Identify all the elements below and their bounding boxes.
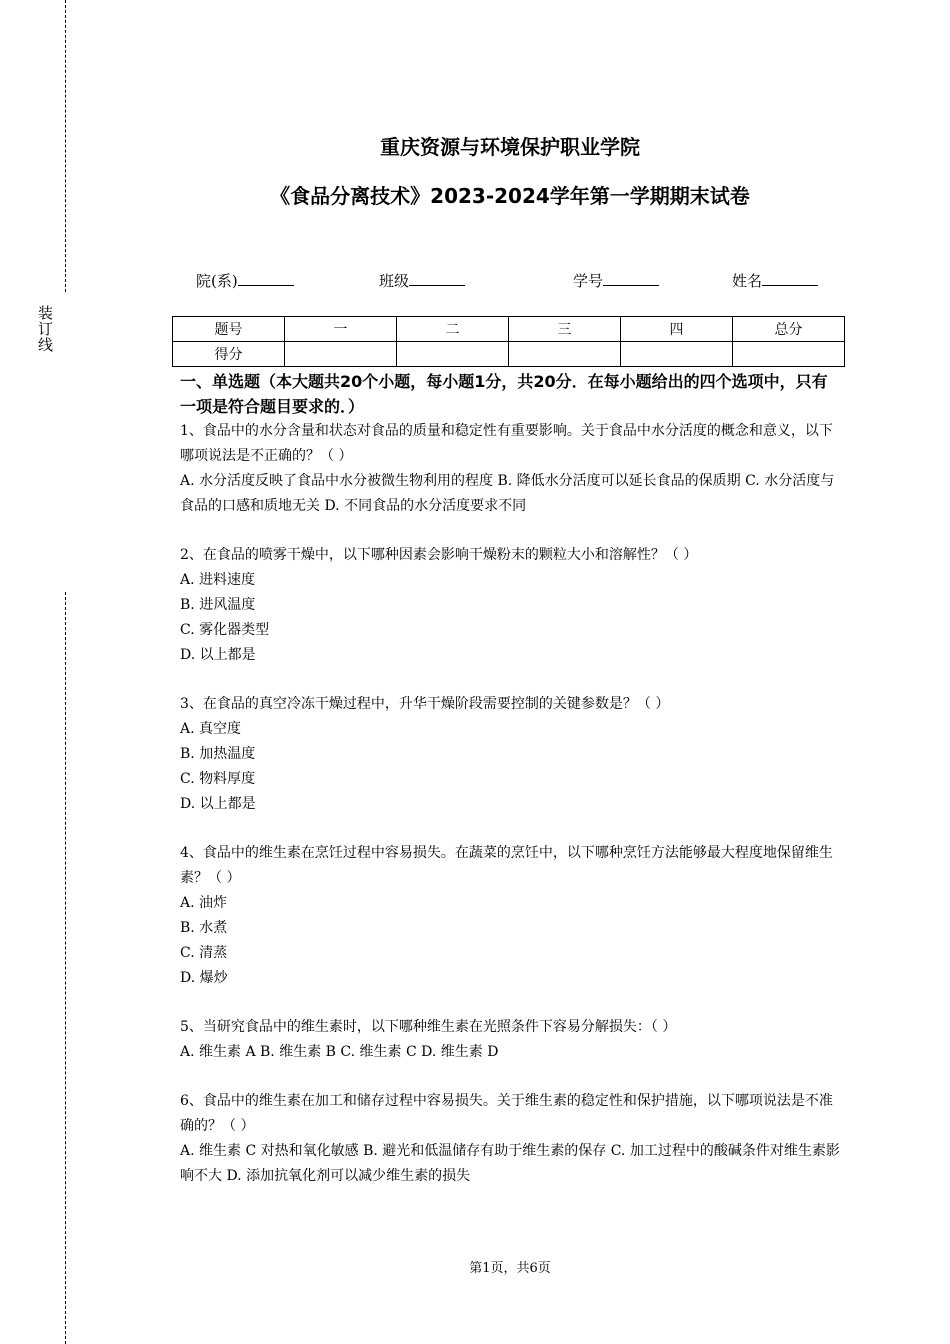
option-b: B. 水煮 (180, 920, 228, 936)
score-table-header-cell: 四 (621, 317, 733, 342)
option-a: A. 进料速度 (180, 572, 256, 588)
info-student-id (573, 270, 659, 291)
option-d: D. 以上都是 (180, 796, 256, 812)
option-b: B. 进风温度 (180, 597, 256, 613)
binding-label: 装订线 (36, 305, 54, 353)
question-text: 3、在食品的真空冷冻干燥过程中，升华干燥阶段需要控制的关键参数是？（ ） (180, 696, 670, 712)
question-options: A. 维生素 C 对热和氧化敏感 B. 避光和低温储存有助于维生素的保存 C. 加工过程中的酸碱条件对维生素影响不大 D. 添加抗氧化剂可以减少维生素的损失 (180, 1143, 840, 1184)
score-table-header-cell: 总分 (733, 317, 845, 342)
binding-line-bottom (65, 592, 66, 1344)
score-cell (733, 342, 845, 367)
option-d: D. 以上都是 (180, 647, 256, 663)
question-text: 2、在食品的喷雾干燥中，以下哪种因素会影响干燥粉末的颗粒大小和溶解性？（ ） (180, 547, 698, 563)
school-title: 重庆资源与环境保护职业学院 (380, 135, 640, 159)
score-cell (509, 342, 621, 367)
info-department (196, 270, 294, 291)
question-options: A. 维生素 A B. 维生素 B C. 维生素 C D. 维生素 D (180, 1044, 499, 1060)
question-text: 4、食品中的维生素在烹饪过程中容易损失。在蔬菜的烹饪中，以下哪种烹饪方法能够最大程度地保留维生素？（ ） (180, 845, 833, 886)
question-6 (180, 1089, 840, 1189)
question-4 (180, 841, 840, 991)
info-student-id-label: 学号 (573, 272, 604, 290)
score-table-header-cell: 一 (285, 317, 397, 342)
question-text: 5、当研究食品中的维生素时，以下哪种维生素在光照条件下容易分解损失：（ ） (180, 1019, 677, 1035)
question-3 (180, 692, 840, 817)
info-class (379, 270, 465, 291)
option-c: C. 雾化器类型 (180, 622, 270, 638)
score-table-header-cell: 三 (509, 317, 621, 342)
question-text: 1、食品中的水分含量和状态对食品的质量和稳定性有重要影响。关于食品中水分活度的概念和意义，以下哪项说法是不正确的？（ ） (180, 423, 833, 464)
question-2 (180, 543, 840, 668)
question-options: A. 水分活度反映了食品中水分被微生物利用的程度 B. 降低水分活度可以延长食品的保质期 C. 水分活度与食品的口感和质地无关 D. 不同食品的水分活度要求不同 (180, 473, 835, 514)
score-table-header-cell: 题号 (173, 317, 285, 342)
question-text: 6、食品中的维生素在加工和储存过程中容易损失。关于维生素的稳定性和保护措施，以下哪项说法是不准确的？（ ） (180, 1093, 833, 1134)
exam-content (180, 369, 840, 1189)
page-footer: 第1页，共6页 (469, 1261, 551, 1276)
score-cell (397, 342, 509, 367)
option-a: A. 油炸 (180, 895, 228, 911)
question-5 (180, 1015, 840, 1065)
score-table-header-row (173, 317, 845, 342)
info-name-label: 姓名 (732, 272, 763, 290)
score-table-header-cell: 二 (397, 317, 509, 342)
info-class-blank (409, 271, 465, 286)
option-d: D. 爆炒 (180, 970, 228, 986)
score-table (172, 316, 845, 367)
option-c: C. 清蒸 (180, 945, 228, 961)
info-class-label: 班级 (379, 272, 410, 290)
score-cell (285, 342, 397, 367)
section-heading: 一、单选题（本大题共20个小题，每小题1分，共20分．在每小题给出的四个选项中，只有一项是符合题目要求的．） (180, 372, 828, 416)
exam-title: 《食品分离技术》2023-2024学年第一学期期末试卷 (270, 184, 750, 208)
info-name-blank (762, 271, 818, 286)
info-department-blank (238, 271, 294, 286)
question-1 (180, 419, 840, 519)
info-student-id-blank (603, 271, 659, 286)
option-b: B. 加热温度 (180, 746, 256, 762)
info-department-label: 院(系) (196, 272, 238, 290)
score-table-score-row (173, 342, 845, 367)
option-c: C. 物料厚度 (180, 771, 256, 787)
info-name (732, 270, 818, 291)
option-a: A. 真空度 (180, 721, 242, 737)
score-row-label: 得分 (173, 342, 285, 367)
score-cell (621, 342, 733, 367)
